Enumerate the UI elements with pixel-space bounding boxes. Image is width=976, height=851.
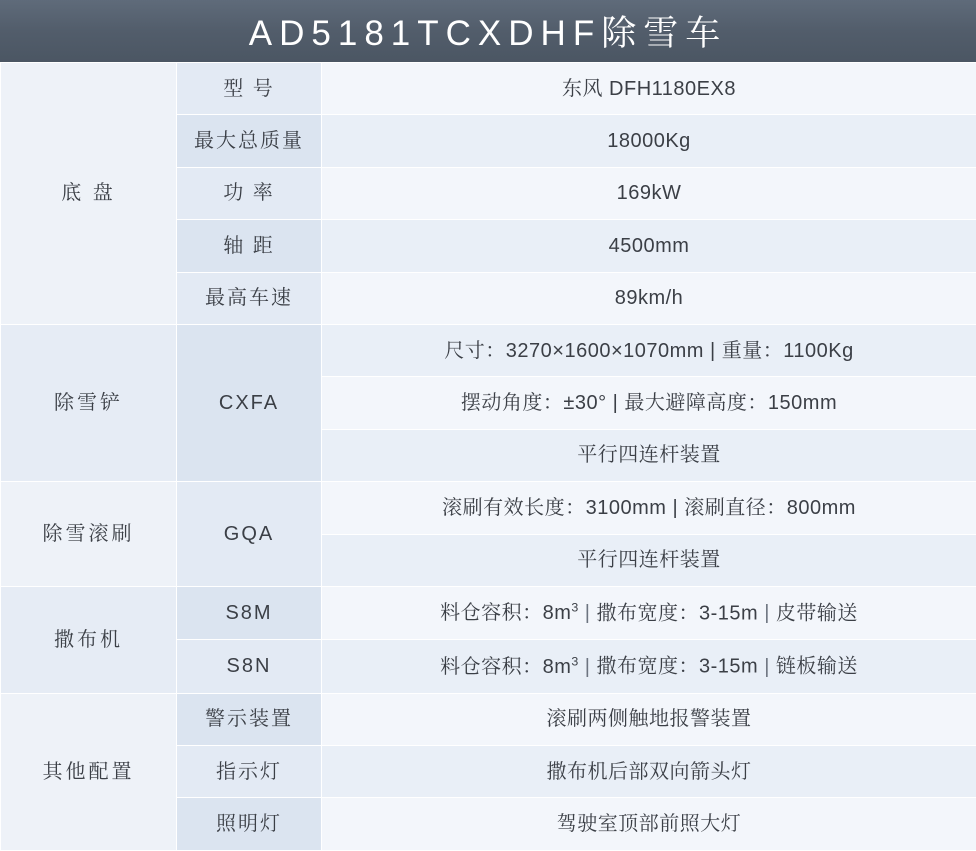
spec-name: 型 号 <box>177 63 322 115</box>
table-row <box>1 482 976 534</box>
spec-name: 轴 距 <box>177 220 322 272</box>
spec-value-text-2: 撒布宽度：3-15m <box>596 655 759 678</box>
value-separator: | <box>764 602 770 625</box>
spec-value-text-3: 皮带输送 <box>775 602 858 625</box>
group-label-other-config: 其他配置 <box>1 693 177 850</box>
spec-value: 滚刷有效长度：3100mm | 滚刷直径：800mm <box>322 482 976 534</box>
spec-value-text-3: 链板输送 <box>775 655 858 678</box>
title-bar <box>0 0 976 62</box>
spec-value: 滚刷两侧触地报警装置 <box>322 693 976 745</box>
spec-value-text-2: 撒布宽度：3-15m <box>596 602 759 625</box>
spec-name: 功 率 <box>177 167 322 219</box>
value-separator: | <box>764 655 770 678</box>
specification-table <box>0 62 976 851</box>
spec-name: GQA <box>177 482 322 587</box>
table-row <box>1 63 976 115</box>
group-label-spreader: 撒布机 <box>1 586 177 693</box>
spec-value: 尺寸：3270×1600×1070mm | 重量：1100Kg <box>322 324 976 376</box>
spec-value <box>322 586 976 639</box>
spec-value-text-1: 料仓容积：$8m^3$ <box>440 600 579 625</box>
value-separator: | <box>584 655 591 678</box>
page-title: AD5181TCXDHF除雪车 <box>248 14 728 53</box>
spec-name: 指示灯 <box>177 746 322 798</box>
spec-value: 89km/h <box>322 272 976 324</box>
spec-value: 东风 DFH1180EX8 <box>322 63 976 115</box>
spec-name: 照明灯 <box>177 798 322 851</box>
spec-name: S8M <box>177 586 322 639</box>
spec-name: 警示装置 <box>177 693 322 745</box>
spec-value: 撒布机后部双向箭头灯 <box>322 746 976 798</box>
group-label-chassis: 底 盘 <box>1 63 177 325</box>
spec-value: 4500mm <box>322 220 976 272</box>
spec-value <box>322 640 976 693</box>
table-row <box>1 324 976 376</box>
group-label-snow-brush: 除雪滚刷 <box>1 482 177 587</box>
table-row <box>1 693 976 745</box>
table-row <box>1 586 976 639</box>
group-label-snow-plow: 除雪铲 <box>1 324 177 481</box>
spec-name: S8N <box>177 640 322 693</box>
spec-name: CXFA <box>177 324 322 481</box>
value-separator: | <box>584 602 591 625</box>
spec-value: 平行四连杆装置 <box>322 534 976 586</box>
spec-value: 驾驶室顶部前照大灯 <box>322 798 976 851</box>
spec-name: 最大总质量 <box>177 115 322 167</box>
spec-value: 平行四连杆装置 <box>322 429 976 481</box>
spec-value: 摆动角度：±30° | 最大避障高度：150mm <box>322 377 976 429</box>
spec-name: 最高车速 <box>177 272 322 324</box>
spec-value: 169kW <box>322 167 976 219</box>
spec-value-text-1: 料仓容积：$8m^3$ <box>440 654 579 678</box>
spec-value: 18000Kg <box>322 115 976 167</box>
